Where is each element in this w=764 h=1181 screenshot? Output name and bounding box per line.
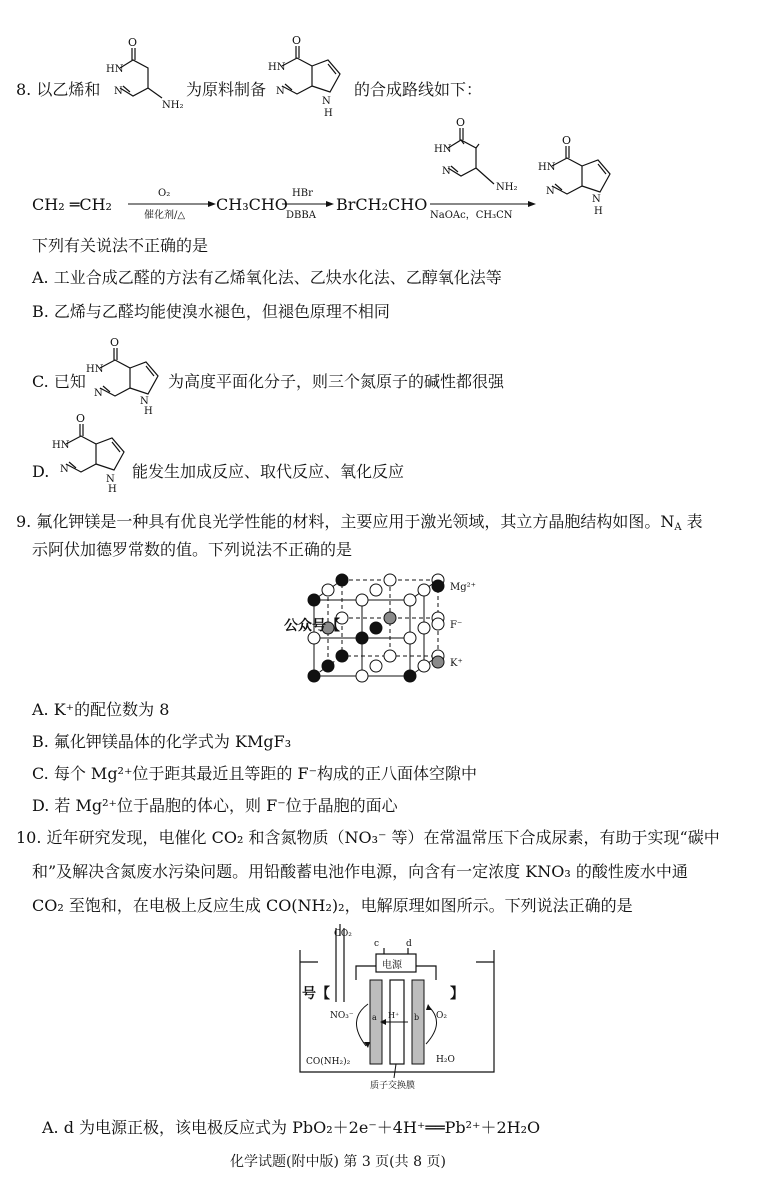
svg-text:N: N bbox=[276, 86, 285, 97]
target-pyrrolopyrimidinone-structure bbox=[268, 34, 358, 120]
q8-option-c-end: 为高度平面化分子，则三个氮原子的碱性都很强 bbox=[168, 372, 505, 391]
watermark-text: 公众号【 bbox=[284, 618, 340, 634]
atom-mg bbox=[370, 622, 382, 634]
svg-text:N: N bbox=[442, 166, 451, 177]
svg-text:N: N bbox=[322, 96, 331, 107]
atom-f bbox=[370, 660, 382, 672]
svg-text:H: H bbox=[108, 484, 117, 495]
q10-stem-line1: 10. 近年研究发现，电催化 CO₂ 和含氮物质（NO₃⁻ 等）在常温常压下合成尿素，有助于实现“碳中 bbox=[16, 828, 720, 847]
route-product-structure bbox=[538, 134, 628, 220]
q9-option-a: A. K⁺的配位数为 8 bbox=[32, 700, 170, 719]
svg-text:O: O bbox=[76, 412, 86, 425]
svg-text:NaOAc，CH₃CN: NaOAc，CH₃CN bbox=[430, 210, 513, 221]
atom-f bbox=[356, 670, 368, 682]
atom-f bbox=[418, 660, 430, 672]
diagram-o2: O₂ bbox=[436, 1011, 447, 1021]
q9-option-b: B. 氟化钾镁晶体的化学式为 KMgF₃ bbox=[32, 732, 292, 751]
svg-text:NH₂: NH₂ bbox=[496, 182, 518, 193]
atom-f bbox=[322, 584, 334, 596]
q8-option-c-start: C. 已知 bbox=[32, 372, 86, 391]
reactant-pyrimidinone-structure bbox=[104, 36, 188, 116]
atom-mg bbox=[404, 670, 416, 682]
electrolysis-diagram bbox=[290, 922, 510, 1112]
svg-text:O: O bbox=[456, 116, 466, 129]
mol-label-o: O bbox=[128, 36, 138, 49]
q8-question: 下列有关说法不正确的是 bbox=[32, 236, 209, 255]
electrode-b bbox=[412, 980, 424, 1064]
atom-mg bbox=[336, 574, 348, 586]
atom-mg bbox=[308, 594, 320, 606]
svg-text:H: H bbox=[594, 206, 603, 217]
svg-text:O₂: O₂ bbox=[158, 188, 171, 199]
legend-mg-label: Mg²⁺ bbox=[450, 582, 476, 593]
svg-text:N: N bbox=[60, 464, 69, 475]
diagram-no3: NO₃⁻ bbox=[330, 1011, 354, 1021]
route-arrow-2 bbox=[280, 180, 334, 224]
q9-stem-line2: 示阿伏加德罗常数的值。下列说法不正确的是 bbox=[32, 540, 353, 559]
option-c-structure bbox=[86, 336, 170, 416]
q8-option-d-start: D. bbox=[32, 462, 50, 481]
q10-stem-line2: 和”及解决含氮废水污染问题。用铅酸蓄电池作电源，向含有一定浓度 KNO₃ 的酸性废水中通 bbox=[32, 862, 688, 881]
diagram-a: a bbox=[372, 1013, 377, 1022]
route-acetaldehyde: CH₃CHO bbox=[216, 195, 288, 214]
svg-text:O: O bbox=[562, 134, 572, 147]
atom-f bbox=[384, 574, 396, 586]
legend-k-label: K⁺ bbox=[450, 658, 463, 669]
svg-text:N: N bbox=[592, 194, 601, 205]
mol-label-n: N bbox=[114, 86, 123, 97]
route-arrow-3 bbox=[428, 180, 536, 224]
diagram-power: 电源 bbox=[382, 960, 402, 971]
legend-f-swatch bbox=[432, 618, 444, 630]
diagram-membrane: 质子交换膜 bbox=[370, 1081, 416, 1091]
q10-option-a: A. d 为电源正极，该电极反应式为 PbO₂＋2e⁻＋4H⁺══Pb²⁺＋2H₂O bbox=[42, 1118, 541, 1137]
q10-stem-line3: CO₂ 至饱和，在电极上反应生成 CO(NH₂)₂，电解原理如图所示。下列说法正确的是 bbox=[32, 896, 633, 915]
svg-text:O: O bbox=[292, 34, 302, 47]
legend-k-swatch bbox=[432, 656, 444, 668]
svg-text:N: N bbox=[106, 474, 115, 485]
route-ethylene: CH₂ ═CH₂ bbox=[32, 195, 112, 214]
q8-option-a: A. 工业合成乙醛的方法有乙烯氧化法、乙炔水化法、乙醇氧化法等 bbox=[32, 268, 502, 287]
svg-text:H: H bbox=[144, 406, 153, 416]
diagram-co2: CO₂ bbox=[334, 929, 352, 939]
q8-stem-middle: 为原料制备 bbox=[186, 80, 267, 99]
diagram-b: b bbox=[414, 1013, 420, 1022]
svg-text:DBBA: DBBA bbox=[286, 210, 316, 221]
atom-mg bbox=[308, 670, 320, 682]
atom-f bbox=[404, 594, 416, 606]
q8-option-d-end: 能发生加成反应、取代反应、氧化反应 bbox=[132, 462, 405, 481]
atom-f bbox=[384, 650, 396, 662]
svg-text:催化剂/△: 催化剂/△ bbox=[144, 210, 186, 221]
svg-text:N: N bbox=[94, 388, 103, 399]
atom-mg bbox=[356, 632, 368, 644]
diagram-watermark-end: 】 bbox=[450, 986, 464, 1002]
atom-f bbox=[370, 584, 382, 596]
atom-mg bbox=[322, 660, 334, 672]
atom-f bbox=[418, 622, 430, 634]
svg-text:HN: HN bbox=[434, 144, 452, 155]
svg-text:HN: HN bbox=[268, 62, 286, 73]
svg-text:HN: HN bbox=[52, 440, 70, 451]
svg-text:N: N bbox=[140, 396, 149, 407]
mol-label-nh2: NH₂ bbox=[162, 100, 184, 111]
diagram-h: H⁺ bbox=[388, 1011, 400, 1020]
q9-option-c: C. 每个 Mg²⁺位于距其最近且等距的 F⁻构成的正八面体空隙中 bbox=[32, 764, 478, 783]
option-d-structure bbox=[52, 412, 136, 496]
q8-stem-start: 8. 以乙烯和 bbox=[16, 80, 101, 99]
svg-text:HN: HN bbox=[86, 364, 104, 375]
atom-f bbox=[404, 632, 416, 644]
svg-text:H: H bbox=[324, 108, 333, 119]
atom-f bbox=[356, 594, 368, 606]
crystal-cell-diagram bbox=[280, 568, 500, 692]
page-footer: 化学试题(附中版) 第 3 页(共 8 页) bbox=[230, 1154, 446, 1170]
diagram-urea: CO(NH₂)₂ bbox=[306, 1057, 351, 1067]
q8-stem-end: 的合成路线如下： bbox=[354, 80, 483, 99]
q9-option-d: D. 若 Mg²⁺位于晶胞的体心，则 F⁻位于晶胞的面心 bbox=[32, 796, 398, 815]
mol-label-hn: HN bbox=[106, 64, 124, 75]
legend-f-label: F⁻ bbox=[450, 620, 463, 631]
svg-text:N: N bbox=[546, 186, 555, 197]
diagram-h2o: H₂O bbox=[436, 1055, 455, 1065]
svg-text:HN: HN bbox=[538, 162, 556, 173]
q8-option-b: B. 乙烯与乙醛均能使溴水褪色，但褪色原理不相同 bbox=[32, 302, 390, 321]
svg-text:HBr: HBr bbox=[292, 188, 313, 199]
route-bromoacetaldehyde: BrCH₂CHO bbox=[336, 195, 428, 214]
atom-mg bbox=[336, 650, 348, 662]
legend-mg-swatch bbox=[432, 580, 444, 592]
route-arrow-1 bbox=[124, 180, 216, 224]
atom-k bbox=[384, 612, 396, 624]
diagram-watermark: 号【 bbox=[302, 986, 330, 1002]
atom-f bbox=[418, 584, 430, 596]
diagram-d: d bbox=[406, 939, 412, 949]
diagram-c: c bbox=[374, 939, 380, 949]
svg-text:O: O bbox=[110, 336, 120, 349]
q9-stem-line1: 9. 氟化钾镁是一种具有优良光学性能的材料，主要应用于激光领域，其立方晶胞结构如图。$N_A$ 表 bbox=[16, 512, 703, 533]
